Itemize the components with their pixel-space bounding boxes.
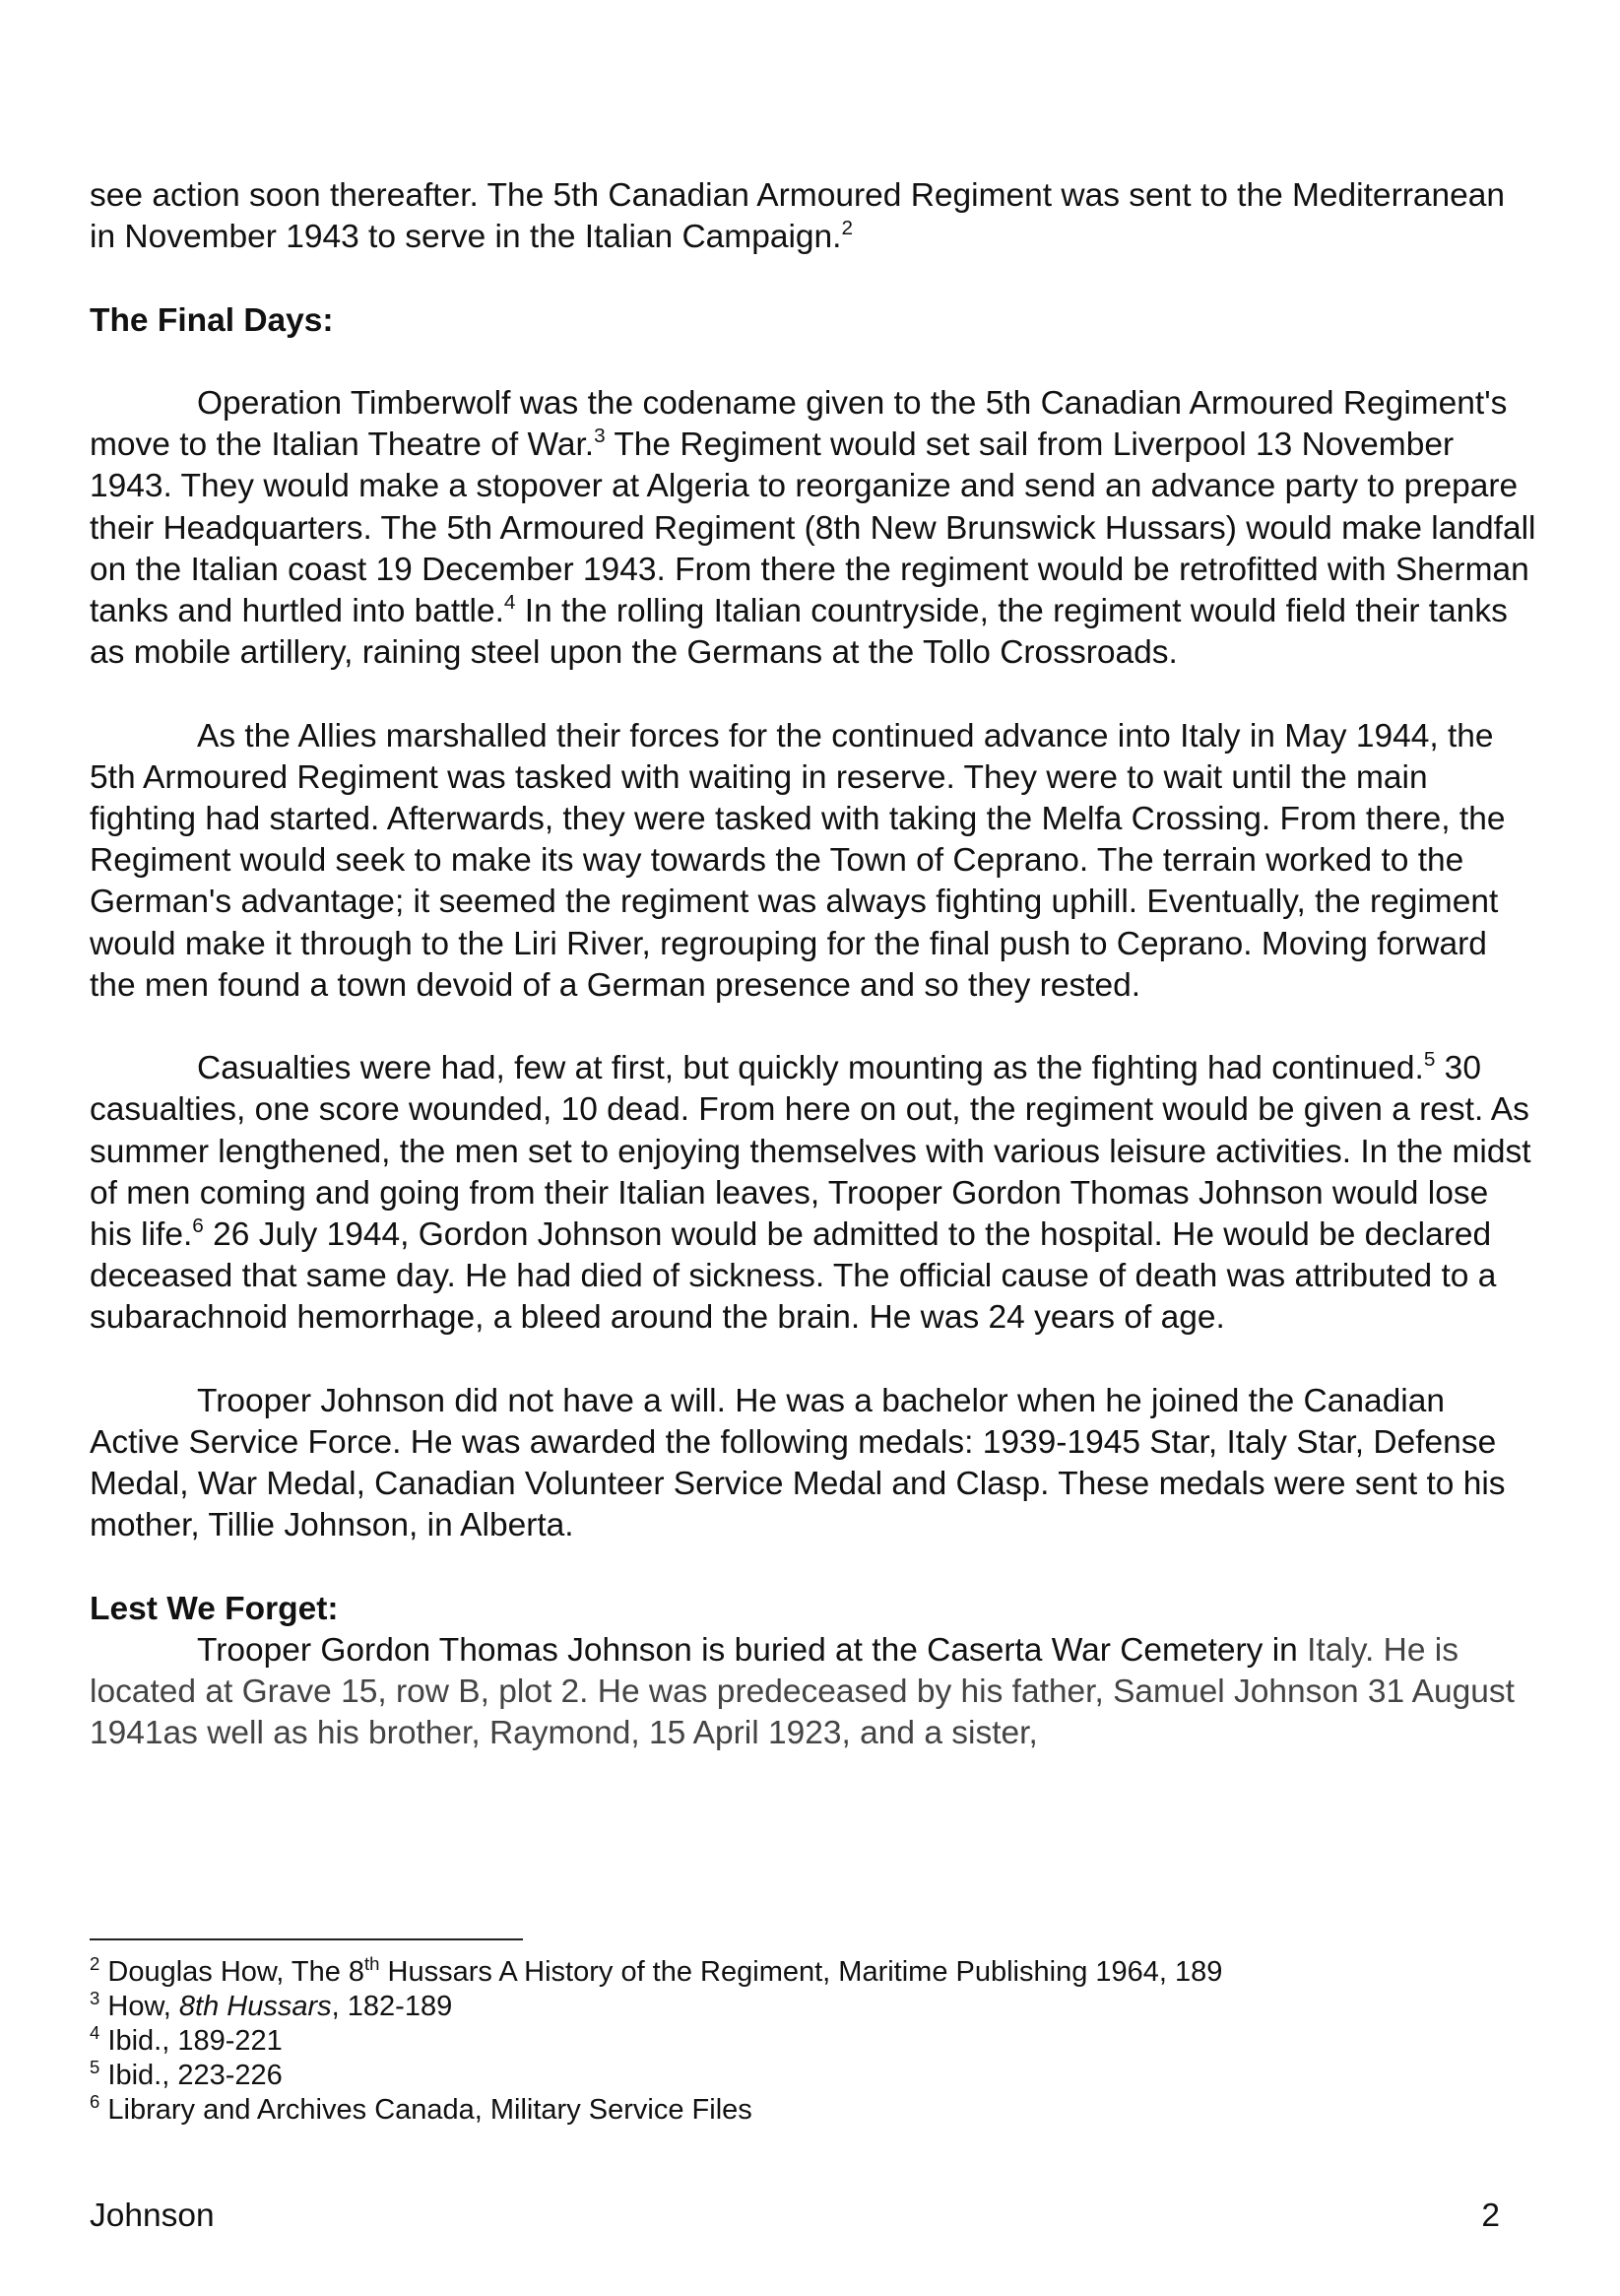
paragraph-burial: Trooper Gordon Thomas Johnson is buried at the Caserta War Cemetery in Italy. He is located at Grave 15, row B, plot 2. He was predeceased by his father, Samuel Johnson 31 August 1941as well as his brother, Raymond, 15 April 1923, and a sister, — [90, 1632, 1515, 1752]
paragraph-allied-advance: As the Allies marshalled their forces for the continued advance into Italy in May 1944, the 5th Armoured Regiment was tasked with waiting in reserve. They were to wait until the main fighting had started. Afterwards, they were tasked with taking the Melfa Crossing. From there, the Regiment would seek to make its way towards the Town of Ceprano. The terrain worked to the German's advantage; it seemed the regiment was always fighting uphill. Eventually, the regiment would make it through to the Liri River, regrouping for the final push to Ceprano. Moving forward the men found a town devoid of a German presence and so they rested. — [90, 717, 1506, 1004]
footnote-ref-6[interactable]: 6 — [192, 1214, 204, 1238]
footnote-5: $^5$ Ibid., 223-226 — [90, 2056, 283, 2091]
heading-lest-we-forget: Lest We Forget: — [90, 1590, 339, 1627]
footnote-3: $^3$ How, 8th Hussars, 182-189 — [90, 1987, 453, 2022]
footnote-2: $^2$ Douglas How, The 8th Hussars A History of the Regiment, Maritime Publishing 1964, 189 — [90, 1952, 1223, 1988]
footnote-separator — [90, 1938, 523, 1940]
paragraph-intro: see action soon thereafter. The 5th Canadian Armoured Regiment was sent to the Mediterranean in November 1943 to serve in the Italian Campaign.$^2$ — [90, 177, 1506, 256]
footnotes — [90, 1952, 1537, 2128]
paragraph-medals: Trooper Johnson did not have a will. He was a bachelor when he joined the Canadian Active Service Force. He was awarded the following medals: 1939-1945 Star, Italy Star, Defense Medal, War Medal, Canadian Volunteer Service Medal and Clasp. These medals were sent to his mother, Tillie Johnson, in Alberta. — [90, 1382, 1506, 1544]
footnote-ref-2[interactable]: 2 — [841, 217, 854, 240]
body-text — [90, 175, 1537, 1755]
footnote-ref-4[interactable]: 4 — [503, 591, 516, 615]
heading-final-days: The Final Days: — [90, 301, 334, 339]
paragraph-operation-timberwolf: Operation Timberwolf was the codename given to the 5th Canadian Armoured Regiment's move to the Italian Theatre of War.$^3$ The Regiment would set sail from Liverpool 13 November 1943. They would make a stopover at Algeria to reorganize and send an advance party to prepare their Headquarters. The 5th Armoured Regiment (8th New Brunswick Hussars) would make landfall on the Italian coast 19 December 1943. From there the regiment would be retrofitted with Sherman tanks and hurtled into battle.$^4$ In the rolling Italian countryside, the regiment would field their tanks as mobile artillery, raining steel upon the Germans at the Tollo Crossroads. — [90, 384, 1536, 672]
footnote-ref-5[interactable]: 5 — [1423, 1048, 1436, 1072]
page-number: 2 — [1481, 2198, 1500, 2234]
footnote-ref-3[interactable]: 3 — [594, 425, 606, 448]
footer-author: Johnson — [90, 2198, 215, 2234]
paragraph-casualties: Casualties were had, few at first, but quickly mounting as the fighting had continued.$^5$ 30 casualties, one score wounded, 10 dead. From here on out, the regiment would be given a rest. As summer lengthened, the men set to enjoying themselves with various leisure activities. In the midst of men coming and going from their Italian leaves, Trooper Gordon Thomas Johnson would lose his life.$^6$ 26 July 1944, Gordon Johnson would be admitted to the hospital. He would be declared deceased that same day. He had died of sickness. The official cause of death was attributed to a subarachnoid hemorrhage, a bleed around the brain. He was 24 years of age. — [90, 1048, 1531, 1337]
footnote-4: $^4$ Ibid., 189-221 — [90, 2021, 283, 2057]
footnote-6: $^6$ Library and Archives Canada, Military Service Files — [90, 2090, 752, 2126]
